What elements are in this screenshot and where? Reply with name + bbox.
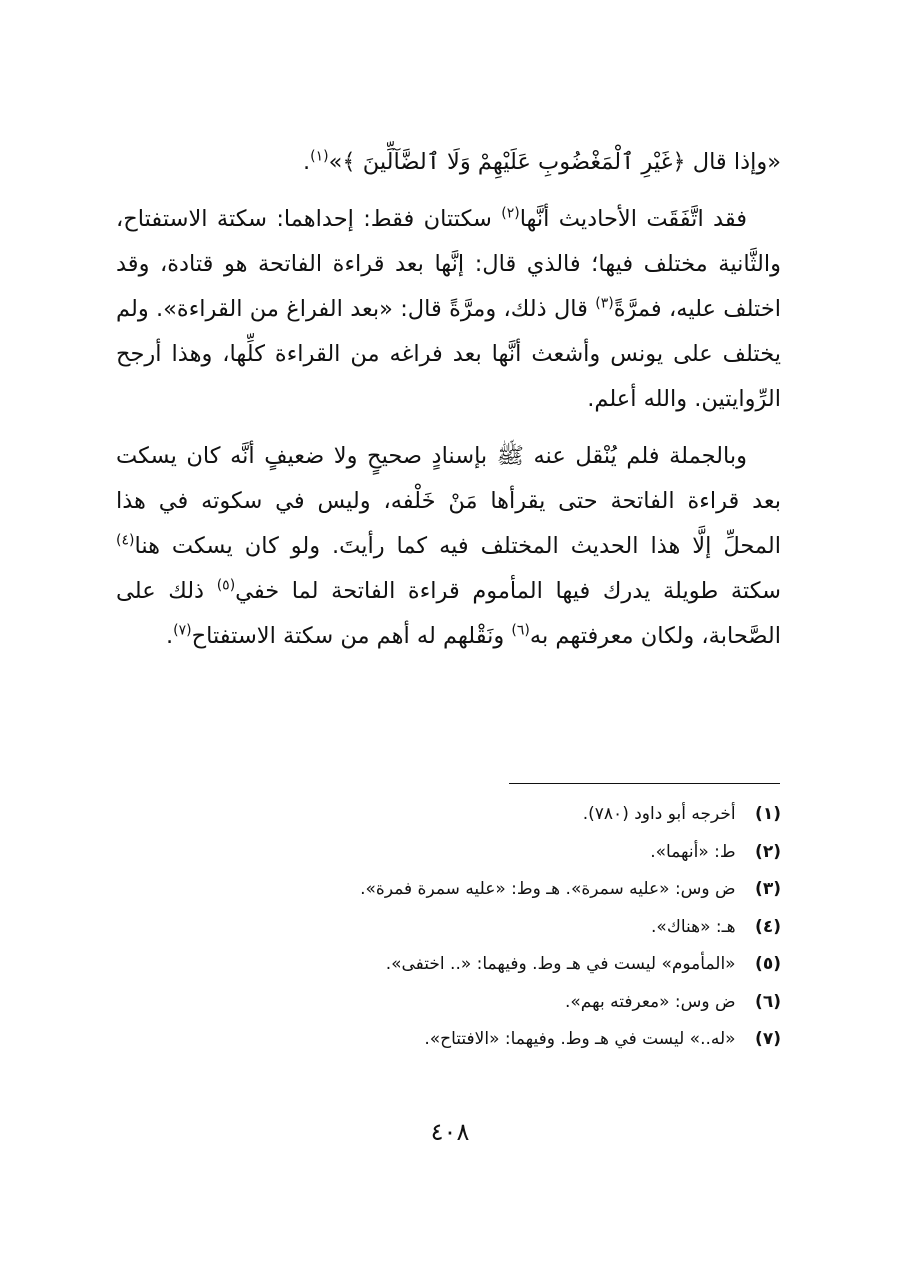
footnote-ref-2: (٢) [501, 205, 520, 222]
paragraph-text: . [165, 623, 174, 649]
footnote-divider [509, 783, 780, 784]
footnote-ref-6: (٦) [511, 622, 530, 639]
footnote-number: (٣) [755, 879, 781, 899]
paragraph-text: وبالجملة فلم يُنْقل عنه ﷺ بإسنادٍ صحيحٍ ولا ضعيفٍ أنَّه كان يسكت بعد قراءة الفاتحة حتى يقرأها مَنْ خَلْفه، وليس في سكوته في هذا المحلِّ إلَّا هذا الحديث المختلف فيه كما رأيتَ. ولو كان يسكت هنا [116, 443, 781, 559]
paragraph-text: فقد اتَّفَقَت الأحاديث أنَّها [519, 206, 747, 232]
paragraph-3 [116, 434, 781, 659]
paragraph-text: سكتتان فقط: إحداهما: سكتة الاستفتاح، والثَّانية مختلف فيها؛ فالذي قال: إنَّها بعد قراءة الفاتحة هو قتادة، وقد اختلف عليه، فمرَّةً [116, 206, 781, 322]
footnotes [116, 796, 781, 1059]
main-text [116, 140, 781, 671]
paragraph-text: . [302, 149, 311, 175]
footnote-number: (٥) [755, 954, 781, 974]
paragraph-1 [116, 140, 781, 185]
footnote-text: ض وس: «معرفته بهم». [564, 991, 736, 1012]
page-number: ٤٠٨ [430, 1118, 470, 1146]
footnote-text: ض وس: «عليه سمرة». هـ وط: «عليه سمرة فمرة». [360, 879, 736, 899]
footnote-4 [116, 909, 781, 947]
footnote-text: ط: «أنهما». [650, 841, 736, 862]
footnote-number: (٢) [755, 841, 781, 862]
footnote-2 [116, 834, 781, 872]
footnote-5 [116, 946, 781, 984]
paragraph-text: ذلك على الصَّحابة، ولكان معرفتهم به [116, 578, 781, 649]
footnote-3 [116, 871, 781, 909]
footnote-1 [116, 796, 781, 834]
paragraph-text: ونَقْلهم له أهم من سكتة الاستفتاح [191, 623, 512, 649]
footnote-ref-3: (٣) [595, 295, 614, 312]
footnote-ref-4: (٤) [116, 532, 135, 549]
footnote-ref-7: (٧) [173, 622, 192, 639]
paragraph-text: قال ذلك، ومرَّةً قال: «بعد الفراغ من القراءة». ولم يختلف على يونس وأشعث أنَّها بعد فراغه من القراءة كلِّها، وهذا أرجح الرِّوايتين. والله أعلم. [116, 296, 781, 412]
footnote-number: (١) [755, 804, 781, 824]
footnote-text: «له..» ليست في هـ وط. وفيهما: «الافتتاح». [424, 1029, 736, 1049]
paragraph-text: «وإذا قال ﴿غَيْرِ ٱلْمَغْضُوبِ عَلَيْهِمْ وَلَا ٱلضَّآلِّينَ ﴾» [328, 149, 781, 175]
footnote-text: أخرجه أبو داود (٧٨٠). [582, 804, 736, 824]
footnote-number: (٧) [755, 1029, 781, 1049]
footnote-text: «المأموم» ليست في هـ وط. وفيهما: «.. اختفى». [385, 954, 736, 974]
footnote-ref-5: (٥) [216, 577, 236, 594]
footnote-6 [116, 984, 781, 1022]
paragraph-text: سكتة طويلة يدرك فيها المأموم قراءة الفاتحة لما خفي [235, 578, 781, 604]
footnote-number: (٦) [755, 991, 781, 1012]
footnote-text: هـ: «هناك». [651, 916, 736, 937]
footnote-7 [116, 1021, 781, 1059]
footnote-ref-1: (١) [310, 148, 329, 165]
footnote-number: (٤) [755, 916, 781, 937]
paragraph-2 [116, 197, 781, 422]
